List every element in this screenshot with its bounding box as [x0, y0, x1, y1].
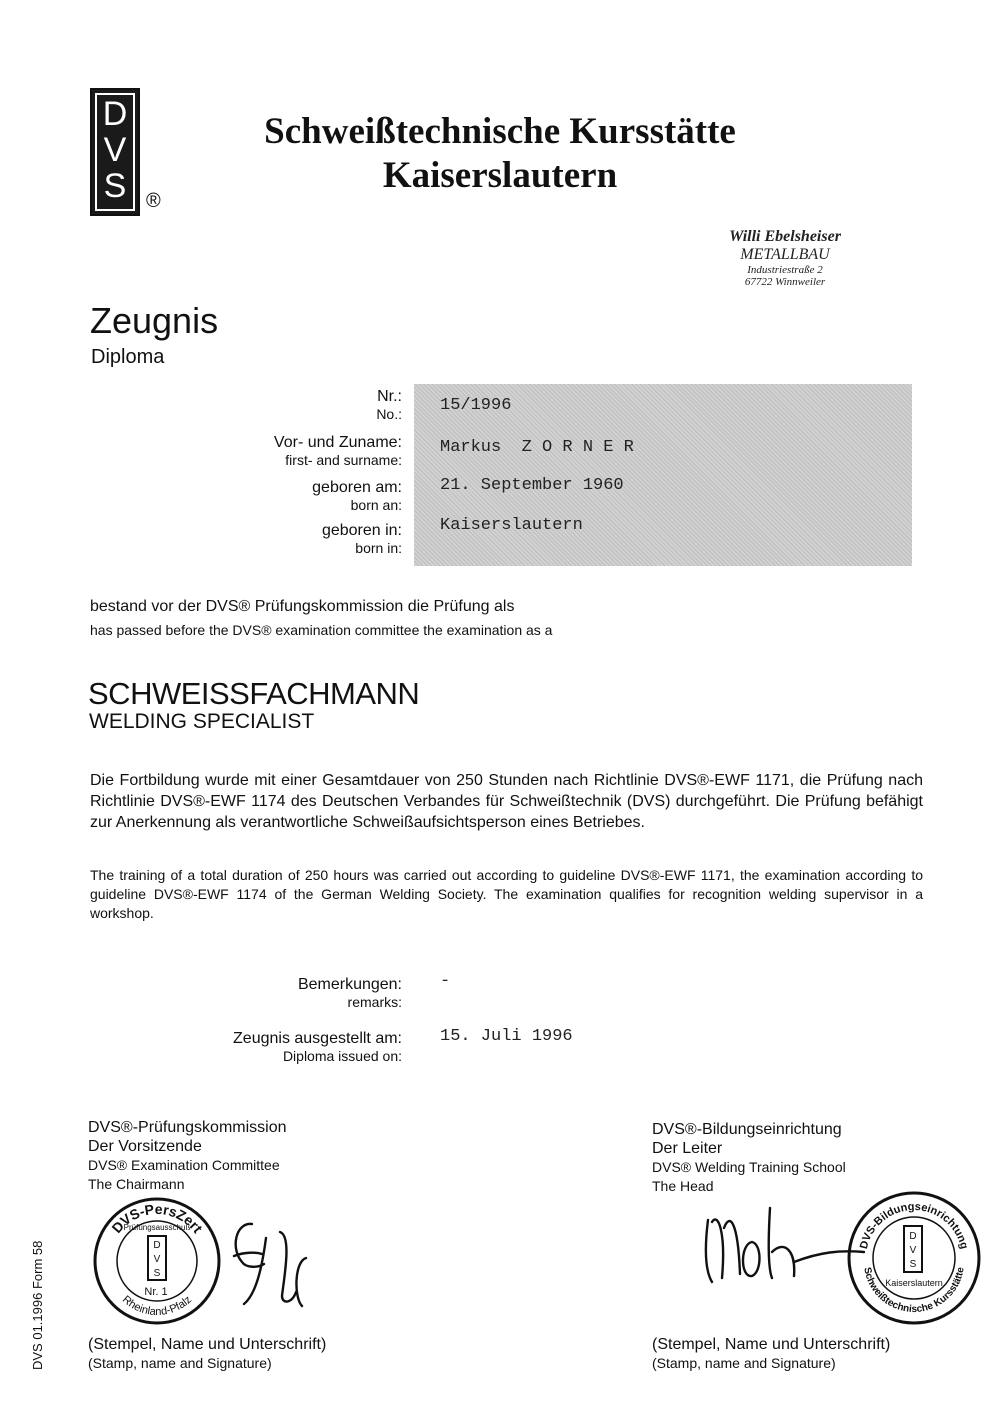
field-value-birthdate: 21. September 1960 [440, 476, 624, 495]
title-line-1: Schweißtechnische Kursstätte [264, 111, 736, 152]
right-signatory-block [652, 1120, 846, 1196]
remarks-label: Bemerkungen: remarks: [297, 976, 402, 1010]
field-value-birthplace: Kaiserslautern [440, 516, 583, 535]
left-seal-sub-text: Prüfungsausschuß [123, 1223, 191, 1232]
field-value-name: Markus Z O R N E R [440, 438, 634, 457]
company-city: 67722 Winnweiler [744, 276, 826, 288]
institution-title [230, 110, 770, 198]
description-en: The training of a total duration of 250 hours was carried out according to guideline DVS®-EWF 1171, the examination according to guideline DVS®-EWF 1174 of the German Welding Society. The examination qualifies for recognition welding supervisor in a workshop. [90, 867, 923, 921]
right-seal-top-text: DVS-Bildungseinrichtung [857, 1200, 971, 1251]
right-signatory-org-en: DVS® Welding Training School [652, 1159, 846, 1175]
logo-letter-v: V [103, 131, 127, 169]
right-seal-city: Kaiserslautern [885, 1278, 943, 1288]
right-caption [652, 1336, 890, 1372]
dvs-logo [90, 88, 140, 216]
issued-date: 15. Juli 1996 [440, 1027, 573, 1046]
left-seal-logo-d: D [153, 1240, 161, 1251]
passed-statement-de: bestand vor der DVS® Prüfungskommission die Prüfung als [90, 598, 515, 615]
right-signatory-org-de: DVS®-Bildungseinrichtung [652, 1121, 842, 1138]
right-seal-logo-v: V [909, 1245, 917, 1256]
field-label-birthdate: geboren am: born an: [312, 479, 402, 513]
left-seal-logo-v: V [153, 1254, 161, 1265]
registered-mark: ® [146, 190, 161, 212]
left-seal-logo-s: S [153, 1268, 161, 1279]
left-caption [88, 1336, 326, 1372]
left-seal-bottom-text: Rheinland-Pfalz [119, 1293, 195, 1319]
left-caption-en: (Stamp, name and Signature) [88, 1355, 272, 1371]
svg-text:Schweißtechnische Kursstätte [861, 1266, 966, 1315]
right-signatory-role-de: Der Leiter [652, 1140, 723, 1157]
left-seal-top-text: DVS-PersZert [108, 1200, 206, 1236]
document-subtitle: Diploma [91, 346, 165, 368]
left-seal-nr: Nr. 1 [144, 1286, 168, 1298]
left-caption-de: (Stempel, Name und Unterschrift) [88, 1336, 327, 1353]
document-title: Zeugnis [90, 300, 219, 341]
left-signatory-org-de: DVS®-Prüfungskommission [88, 1119, 287, 1136]
title-line-2: Kaiserslautern [382, 155, 618, 196]
right-caption-de: (Stempel, Name und Unterschrift) [652, 1336, 891, 1353]
bildungseinrichtung-seal [846, 1190, 982, 1326]
logo-letter-d: D [102, 95, 128, 133]
right-caption-en: (Stamp, name and Signature) [652, 1355, 836, 1371]
form-code: DVS 01.1996 Form 58 [30, 1240, 45, 1370]
company-stamp [660, 228, 910, 288]
issued-label: Zeugnis ausgestellt am: Diploma issued on: [233, 1030, 402, 1064]
right-seal-logo-d: D [909, 1231, 917, 1242]
right-seal-logo-s: S [909, 1259, 917, 1270]
company-street: Industriestraße 2 [747, 264, 823, 276]
company-trade: METALLBAU [740, 246, 830, 263]
remarks-value: - [440, 972, 451, 991]
left-signatory-role-de: Der Vorsitzende [88, 1138, 202, 1155]
left-signatory-org-en: DVS® Examination Committee [88, 1157, 280, 1173]
left-signatory-block [88, 1118, 287, 1194]
field-label-birthplace: geboren in: born in: [321, 522, 402, 556]
field-value-nr: 15/1996 [440, 396, 512, 415]
field-label-nr: Nr.: No.: [376, 388, 402, 422]
description-de: Die Fortbildung wurde mit einer Gesamtdauer von 250 Stunden nach Richtlinie DVS®-EWF 1171, die Prüfung nach Richtlinie DVS®-EWF 1174 des Deutschen Verbandes für Schweißtechnik (DVS) durchgeführt. Die Prüfung befähigt zur Anerkennung als verantwortliche Schweißaufsichtsperson eines Betriebes. [90, 772, 923, 831]
qualification-de: SCHWEISSFACHMANN [88, 676, 420, 711]
field-label-name: Vor- und Zuname: first- and surname: [273, 434, 402, 468]
company-name: Willi Ebelsheiser [729, 228, 841, 245]
qualification-en: WELDING SPECIALIST [89, 710, 315, 733]
chairman-signature [222, 1208, 332, 1318]
pruefungskommission-seal [92, 1196, 222, 1326]
logo-letter-s: S [103, 167, 127, 205]
head-signature [700, 1192, 870, 1292]
left-signatory-role-en: The Chairmann [88, 1176, 185, 1192]
right-seal-bottom-text: Schweißtechnische Kursstätte [861, 1266, 967, 1315]
right-signatory-role-en: The Head [652, 1178, 714, 1194]
passed-statement-en: has passed before the DVS® examination committee the examination as a [90, 622, 553, 638]
